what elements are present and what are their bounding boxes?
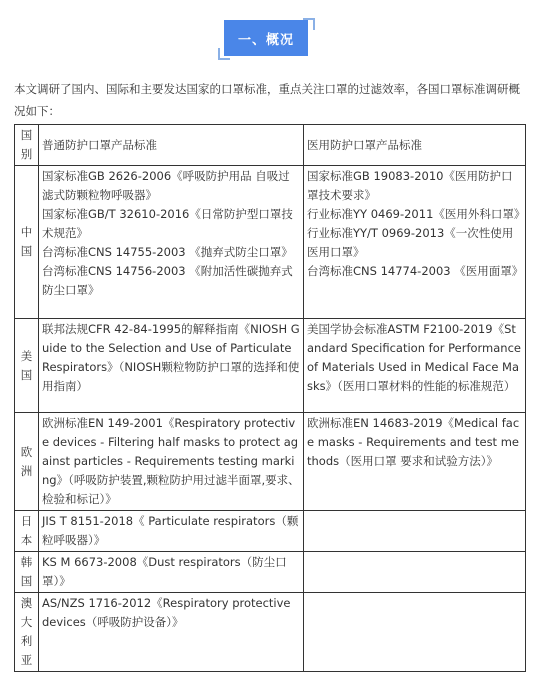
standard-entry: AS/NZS 1716-2012《Respiratory protective devices（呼吸防护设备）》 [42, 596, 291, 629]
standard-entry: 国家标准GB/T 32610-2016《日常防护型口罩技术规范》 [42, 207, 293, 240]
standard-entry: JIS T 8151-2018《 Particulate respirators（颗粒呼吸器）》 [42, 514, 299, 547]
standard-entry: 美国学协会标准ASTM F2100-2019《Standard Specification for Performance of Materials Used in Medical Face Masks》（医用口罩材料的性能的标准规范） [307, 322, 521, 393]
country-label: 欧洲 [20, 444, 33, 478]
country-cell [15, 552, 39, 593]
table-header-row [15, 125, 526, 166]
header-common-masks: 普通防护口罩产品标准 [39, 125, 304, 166]
header-medical-masks: 医用防护口罩产品标准 [304, 125, 526, 166]
standard-entry: 台湾标准CNS 14756-2003 《附加活性碳抛弃式防尘口罩》 [42, 264, 293, 297]
table-body [15, 166, 526, 672]
medical-standards-cell [304, 319, 526, 413]
common-standards-cell [39, 593, 304, 672]
header-country-label: 国别 [20, 128, 33, 161]
common-standards-cell [39, 552, 304, 593]
standard-entry: 行业标准YY 0469-2011《医用外科口罩》 [307, 207, 526, 221]
standard-entry: KS M 6673-2008《Dust respirators（防尘口罩）》 [42, 555, 287, 588]
table-row [15, 319, 526, 413]
standard-entry: 国家标准GB 2626-2006《呼吸防护用品 自吸过滤式防颗粒物呼吸器》 [42, 169, 290, 202]
standard-entry: 联邦法规CFR 42-84-1995的解释指南《NIOSH Guide to the Selection and Use of Particulate Respirators》（NIOSH颗粒物防护口罩的选择和使用指南） [42, 322, 300, 393]
common-standards-cell [39, 319, 304, 413]
intro-paragraph: 本文调研了国内、国际和主要发达国家的口罩标准，重点关注口罩的过滤效率，各国口罩标准调研概况如下： [14, 82, 520, 118]
country-label: 中国 [20, 225, 33, 258]
medical-standards-cell [304, 413, 526, 511]
common-standards-cell [39, 413, 304, 511]
country-label: 美国 [20, 348, 33, 382]
common-standards-cell [39, 166, 304, 319]
country-label: 日本 [20, 514, 33, 547]
standard-entry: 行业标准YY/T 0969-2013《一次性使用医用口罩》 [307, 226, 514, 259]
header-country [15, 125, 39, 166]
standards-table [14, 124, 526, 672]
standard-entry: 台湾标准CNS 14774-2003 《医用面罩》 [307, 264, 524, 278]
medical-standards-cell [304, 166, 526, 319]
medical-standards-cell [304, 552, 526, 593]
country-cell [15, 166, 39, 319]
section-heading [224, 18, 315, 60]
table-row [15, 552, 526, 593]
medical-standards-cell [304, 593, 526, 672]
table-row [15, 166, 526, 319]
country-cell [15, 319, 39, 413]
standard-entry: 国家标准GB 19083-2010《医用防护口罩技术要求》 [307, 169, 513, 202]
medical-standards-cell [304, 511, 526, 552]
country-cell [15, 413, 39, 511]
country-label: 韩国 [20, 555, 33, 588]
common-standards-cell [39, 511, 304, 552]
country-label: 澳大利亚 [20, 596, 33, 667]
table-row [15, 511, 526, 552]
country-cell [15, 593, 39, 672]
standard-entry: 欧洲标准EN 14683-2019《Medical face masks - Requirements and test methods（医用口罩 要求和试验方法）》 [307, 416, 520, 468]
standard-entry: 欧洲标准EN 149-2001《Respiratory protective devices - Filtering half masks to protect against particles - Requirements testing marking》（呼吸防护装置,颗粒防护用过滤半面罩,要求、检验和标记）》 [42, 416, 300, 506]
section-heading-label: 一、概况 [224, 20, 308, 56]
table-row [15, 593, 526, 672]
standard-entry: 台湾标准CNS 14755-2003 《抛弃式防尘口罩》 [42, 245, 293, 259]
table-row [15, 413, 526, 511]
country-cell [15, 511, 39, 552]
